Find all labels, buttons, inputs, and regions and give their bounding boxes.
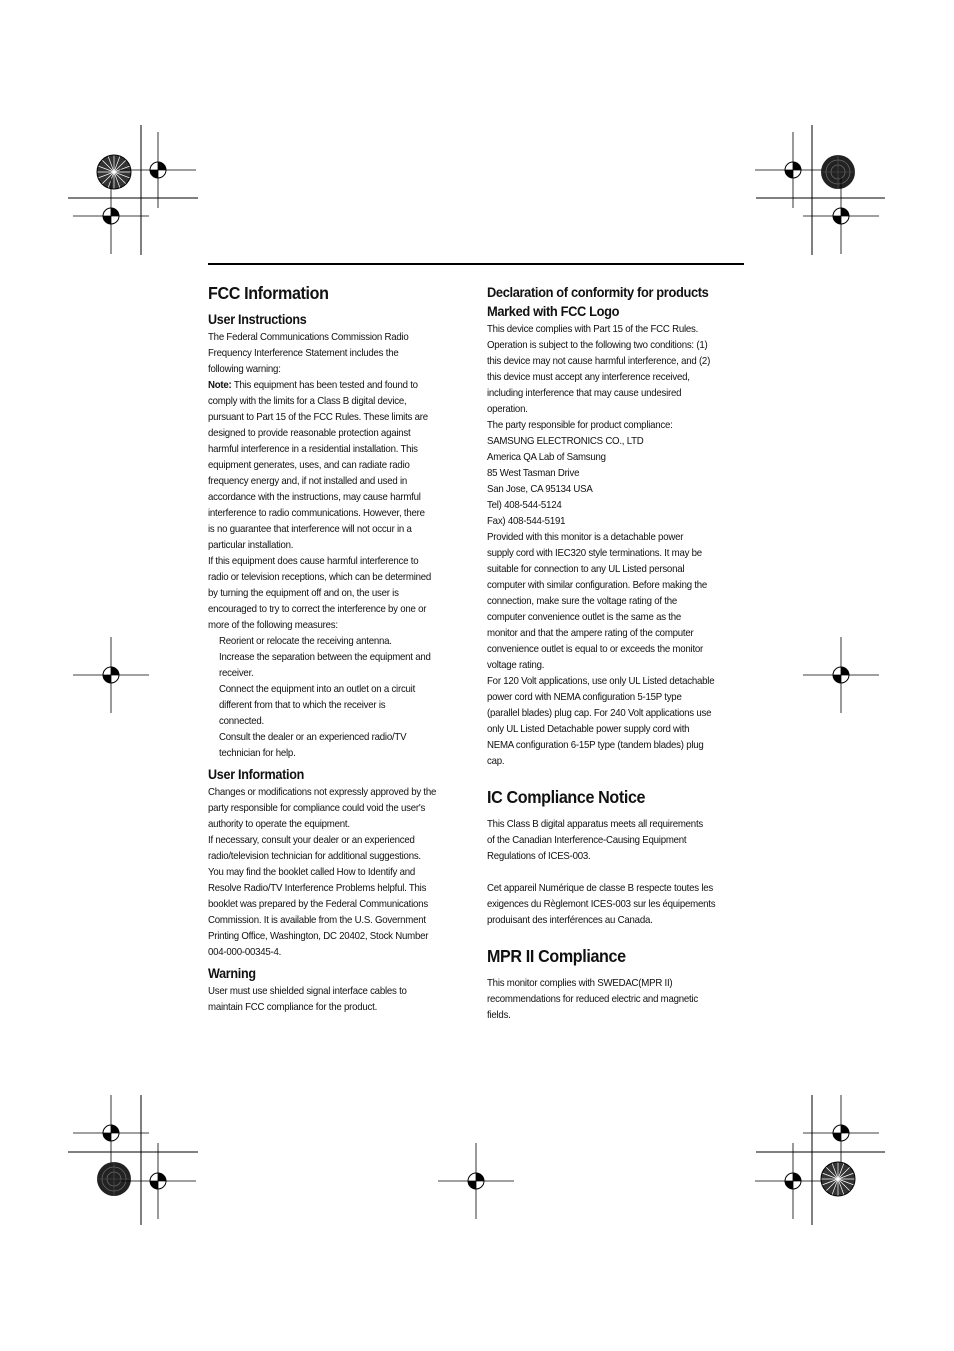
left-column xyxy=(208,283,466,1015)
declaration-body: This device complies with Part 15 of the FCC Rules. Operation is subject to the following two conditions: (1) this device may not cause harmful interference, and (2) this device must accept any interference received, including interference that may cause undesired operation. The party responsible for product compliance: SAMSUNG ELECTRONICS CO., LTD America QA Lab of Samsung 85 West Tasman Drive San Jose, CA 95134 USA Tel) 408-544-5124 Fax) 408-544-5191 Provided with this monitor is a detachable power supply cord with IEC320 style terminations. It may be suitable for connection to any UL Listed personal computer with similar configuration. Before making the connection, make sure the voltage rating of the computer convenience outlet is the same as the monitor and that the ampere rating of the computer convenience outlet is equal to or exceeds the monitor voltage rating. For 120 Volt applications, use only UL Listed detachable power cord with NEMA configuration 5-15P type (parallel blades) plug cap. For 240 Volt applications use only UL Listed Detachable power supply cord with NEMA configuration 6-15P type (tandem blades) plug cap. xyxy=(487,323,715,767)
user-instructions-intro: The Federal Communications Commission Radio Frequency Interference Statement includes the following warning: Note: This equipment has been tested and found to comply with the limits for a Class B digital device, pursuant to Part 15 of the FCC Rules. These limits are designed to provide reasonable protection against harmful interference in a residential installation. This equipment generates, uses, and can radiate radio frequency energy and, if not installed and used in accordance with the instructions, may cause harmful interference to radio communications. However, there is no guarantee that interference will not occur in a particular installation. If this equipment does cause harmful interference to radio or television receptions, which can be determined by turning the equipment off and on, the user is encouraged to try to correct the interference by one or more of the following measures: Reorient or relocate the receiving antenna. Increase the separation between the equipment and receiver. Connect the equipment into an outlet on a circuit different from that to which the receiver is connected. Consult the dealer or an experienced radio/TV technician for help. xyxy=(208,329,466,761)
measure-item: different from that to which the receiver is xyxy=(219,699,386,711)
declaration-heading-line2: Marked with FCC Logo xyxy=(487,303,620,319)
measure-item: Increase the separation between the equipment and xyxy=(219,651,431,663)
declaration-heading-line1: Declaration of conformity for products xyxy=(487,284,709,300)
measure-item: connected. xyxy=(219,715,265,727)
right-column xyxy=(487,283,745,1023)
fcc-title: FCC Information xyxy=(208,283,329,303)
mpr-body: This monitor complies with SWEDAC(MPR II) recommendations for reduced electric and magnetic fields. xyxy=(487,977,699,1021)
measure-item: Reorient or relocate the receiving antenna. xyxy=(219,635,392,647)
user-information-heading: User Information xyxy=(208,767,304,782)
measure-item: receiver. xyxy=(219,667,254,679)
measure-item: Consult the dealer or an experienced radio/TV xyxy=(219,731,407,743)
measure-item: Connect the equipment into an outlet on a circuit xyxy=(219,683,416,695)
ic-body: This Class B digital apparatus meets all requirements of the Canadian Interference-Causing Equipment Regulations of ICES-003. Cet appareil Numérique de classe B respecte toutes les exigences du Règlemont ICES-003 sur les équipements produisant des interférences au Canada. xyxy=(487,818,716,926)
ic-title: IC Compliance Notice xyxy=(487,787,646,807)
header-rule xyxy=(208,263,744,265)
note-line: Note: This equipment has been tested and found to xyxy=(208,379,418,391)
user-information-body: Changes or modifications not expressly approved by the party responsible for compliance could void the user's authority to operate the equipment. If necessary, consult your dealer or an experienced radio/television technician for additional suggestions. You may find the booklet called How to Identify and Resolve Radio/TV Interference Problems helpful. This booklet was prepared by the Federal Communications Commission. It is available from the U.S. Government Printing Office, Washington, DC 20402, Stock Number 004-000-00345-4. xyxy=(208,786,437,958)
warning-heading: Warning xyxy=(208,966,256,981)
note-label: Note: xyxy=(208,379,232,391)
user-instructions-heading: User Instructions xyxy=(208,312,307,327)
measure-item: technician for help. xyxy=(219,747,296,759)
mpr-title: MPR II Compliance xyxy=(487,946,626,966)
warning-body: User must use shielded signal interface cables to maintain FCC compliance for the product. xyxy=(208,985,407,1013)
